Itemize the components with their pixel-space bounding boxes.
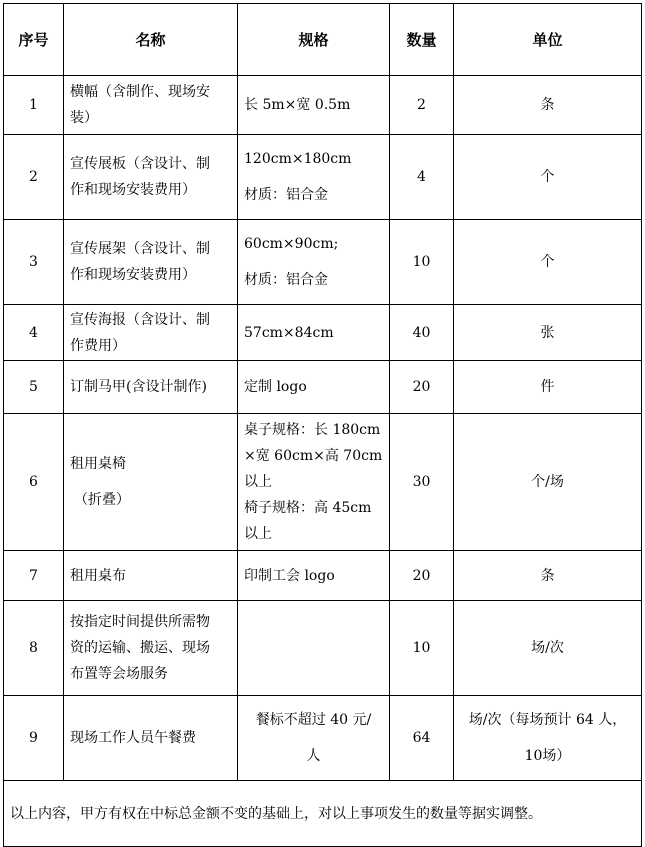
row-name: 横幅（含制作、现场安 装） — [64, 76, 238, 135]
row-no: 4 — [4, 305, 64, 361]
row-name: 现场工作人员午餐费 — [64, 696, 238, 781]
row-no: 2 — [4, 135, 64, 220]
row-unit: 个/场 — [454, 414, 642, 551]
header-row — [4, 4, 642, 76]
row-qty: 40 — [390, 305, 454, 361]
table-row — [4, 414, 642, 551]
row-spec: 60cm×90cm; 材质：铝合金 — [238, 220, 390, 305]
row-spec: 餐标不超过 40 元/ 人 — [238, 696, 390, 781]
adjustment-note: 以上内容，甲方有权在中标总金额不变的基础上，对以上事项发生的数量等据实调整。 — [4, 781, 642, 847]
row-unit: 条 — [454, 76, 642, 135]
header-spec: 规格 — [238, 4, 390, 76]
row-name: 租用桌布 — [64, 551, 238, 601]
row-no: 7 — [4, 551, 64, 601]
procurement-table — [3, 3, 642, 847]
table-row — [4, 135, 642, 220]
row-spec — [238, 601, 390, 696]
row-unit: 条 — [454, 551, 642, 601]
table-row — [4, 76, 642, 135]
row-unit: 场/次（每场预计 64 人， 10场） — [454, 696, 642, 781]
table-row — [4, 696, 642, 781]
row-unit: 张 — [454, 305, 642, 361]
row-unit: 个 — [454, 135, 642, 220]
row-spec: 长 5m×宽 0.5m — [238, 76, 390, 135]
row-unit: 场/次 — [454, 601, 642, 696]
header-no: 序号 — [4, 4, 64, 76]
note-row — [4, 781, 642, 847]
row-spec: 120cm×180cm 材质：铝合金 — [238, 135, 390, 220]
row-name: 宣传展板（含设计、制 作和现场安装费用） — [64, 135, 238, 220]
table-row — [4, 551, 642, 601]
row-name: 按指定时间提供所需物 资的运输、搬运、现场 布置等会场服务 — [64, 601, 238, 696]
row-qty: 64 — [390, 696, 454, 781]
row-no: 8 — [4, 601, 64, 696]
row-name: 租用桌椅 （折叠） — [64, 414, 238, 551]
row-spec: 桌子规格：长 180cm ×宽 60cm×高 70cm 以上 椅子规格：高 45cm 以上 — [238, 414, 390, 551]
row-name: 订制马甲(含设计制作) — [64, 361, 238, 414]
header-unit: 单位 — [454, 4, 642, 76]
row-no: 9 — [4, 696, 64, 781]
row-spec: 57cm×84cm — [238, 305, 390, 361]
row-unit: 个 — [454, 220, 642, 305]
row-name: 宣传展架（含设计、制 作和现场安装费用） — [64, 220, 238, 305]
row-qty: 30 — [390, 414, 454, 551]
header-name: 名称 — [64, 4, 238, 76]
table-row — [4, 220, 642, 305]
row-qty: 10 — [390, 220, 454, 305]
header-qty: 数量 — [390, 4, 454, 76]
table-row — [4, 601, 642, 696]
row-unit: 件 — [454, 361, 642, 414]
row-qty: 20 — [390, 361, 454, 414]
table-row — [4, 361, 642, 414]
row-no: 1 — [4, 76, 64, 135]
row-qty: 10 — [390, 601, 454, 696]
row-spec: 印制工会 logo — [238, 551, 390, 601]
row-qty: 4 — [390, 135, 454, 220]
table-row — [4, 305, 642, 361]
row-qty: 2 — [390, 76, 454, 135]
row-spec: 定制 logo — [238, 361, 390, 414]
row-qty: 20 — [390, 551, 454, 601]
row-no: 5 — [4, 361, 64, 414]
row-name: 宣传海报（含设计、制 作费用） — [64, 305, 238, 361]
row-no: 6 — [4, 414, 64, 551]
row-no: 3 — [4, 220, 64, 305]
